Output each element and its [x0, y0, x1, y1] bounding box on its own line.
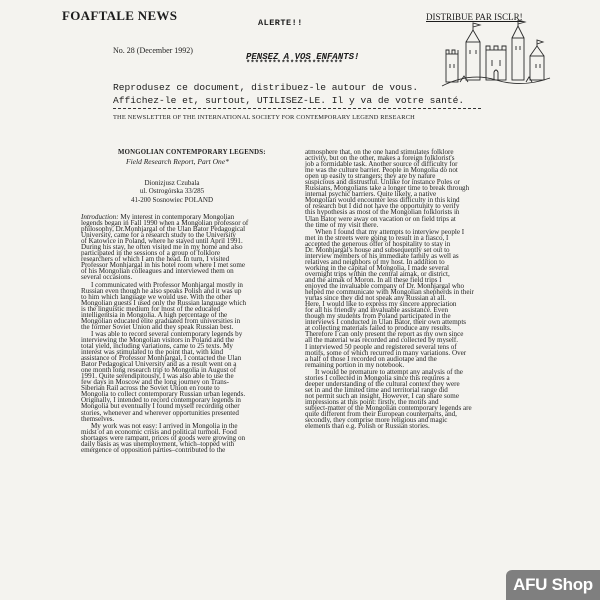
text-line: Mongolian educated elite graduated from universities in — [81, 316, 241, 325]
text-line: of research but I did not have the opportunity to verify — [305, 202, 460, 211]
text-line: Russians, Mongolians take a longer time to break through — [305, 184, 470, 193]
text-line: Mongolian guests I used only the Russian language which — [81, 298, 247, 307]
text-line: secondly, they comprise more religious and magic — [305, 416, 448, 425]
text-line: My work was not easy: I arrived in Mongolia in the — [91, 421, 238, 430]
paragraph — [81, 220, 291, 280]
text-line: yurtas since they did not speak any Russian at all. — [305, 294, 447, 303]
text-line: the time of my visit there. — [305, 220, 379, 229]
text-line: researchers of which I am the head. In turn, I visited — [81, 255, 230, 264]
text-line: this hypothesis as most of the Mongolian folklorists in — [305, 208, 460, 217]
text-line: I communicated with Professor Monhjargal mostly in — [91, 280, 243, 289]
text-line: interest was stimulated to the point that, with kind — [81, 348, 224, 357]
text-line: emergence of opposition parties–contributed to the — [81, 445, 226, 454]
pensez-heading: PENSEZ A VOS ENFANTS! — [246, 52, 360, 62]
paragraph — [81, 423, 291, 453]
author-city: 41-200 Sosnowiec POLAND — [130, 195, 214, 204]
text-line: a half of those I recorded on audiotape and the — [305, 354, 437, 363]
text-line: and the aimak of Moron. In all these field trips I — [305, 275, 442, 284]
text-line: accepted the generous offer of hospitality to stay in — [305, 239, 451, 248]
issue-number: No. 28 (December 1992) — [113, 46, 193, 55]
text-line: subject-matter of the Mongolian contemporary legends are — [305, 403, 472, 412]
text-line: Mongolia to collect contemporary Russian urban legends. — [81, 390, 246, 399]
paragraph — [305, 149, 516, 228]
intro-first-text: My interest in contemporary Mongolian — [118, 213, 235, 221]
author-street: ul. Ostrogórska 33/285 — [139, 187, 205, 196]
text-line: not permit such an insight. However, I can share some — [305, 391, 459, 400]
text-line: met in the streets were going to result in a fiasco, I — [305, 233, 449, 242]
text-line: Professor Monhjargal in his hotel room where I met some — [81, 261, 245, 270]
dashed-divider — [113, 108, 481, 109]
reproduce-line-1: Reprodusez ce document, distribuez-le autour de vous. — [113, 82, 419, 93]
text-line: working in the capital of Mongolia, I made several — [305, 263, 449, 272]
text-line: me was the culture barrier. People in Mongolia do not — [305, 166, 458, 175]
text-line: the former Soviet Union and they speak Russian best. — [81, 322, 234, 331]
text-line: deeper understanding of the cultural context they were — [305, 379, 460, 388]
text-line: job a formidable task. Another source of difficulty for — [305, 160, 458, 169]
text-line: Bator Pedagogical University and as a result went on a — [81, 360, 237, 369]
text-line: Russian even though he also speaks Polish and it was up — [81, 286, 242, 295]
distribute-notice: DISTRIBUE PAR ISCLR! — [426, 12, 523, 22]
left-paragraphs — [81, 220, 291, 453]
text-line: atmosphere that, on the one hand stimulates folklore — [305, 148, 454, 156]
text-line: midst of an economic crisis and political turmoil. Food — [81, 427, 237, 436]
text-line: 1991. Quite serendipitously, I was also able to use the — [81, 372, 234, 381]
text-line: relatives and neighbors of my host. In addition to — [305, 257, 445, 266]
text-line: Here, I would like to express my sincere appreciation — [305, 300, 457, 309]
text-line: I interviewed 50 people and registered several tens of — [305, 342, 457, 351]
text-line: interviewing the Mongolian visitors in Poland and the — [81, 335, 235, 344]
text-line: overnight trips within the central aimak, or district, — [305, 269, 450, 278]
text-line: Dr. Monhjargal's house and subsequently set out to — [305, 245, 450, 254]
text-line: internal psychic barriers. Quite likely, a native — [305, 190, 437, 199]
text-line: participated in the sessions of a group of folklore — [81, 249, 221, 258]
text-line: suspicious and distrustful. Unlike for instance Poles or — [305, 178, 460, 187]
text-line: elements than e.g. Polish or Russian stories. — [305, 422, 430, 431]
paragraph — [305, 369, 516, 429]
text-line: at collecting materials failed to produce any results. — [305, 324, 452, 333]
text-line: interview members of his immediate family as well as — [305, 251, 459, 260]
text-line: few days in Moscow and the long journey on Trans- — [81, 378, 229, 387]
text-line: impressions at this point: firstly, the motifs and — [305, 397, 439, 406]
text-line: shortages were rampant, prices of goods were growing on — [81, 433, 246, 442]
text-line: stories I collected in Mongolia since this requires a — [305, 373, 450, 382]
right-paragraphs — [305, 149, 516, 429]
intro-lead: Introduction: — [81, 213, 119, 221]
text-line: During his stay, he often visited me in my home and also — [81, 243, 243, 252]
text-line: activity, but on the other, makes a foreign folklorist's — [305, 154, 455, 163]
text-line: Mongolian would encounter less difficulty in this kind — [305, 196, 460, 205]
paragraph — [305, 229, 516, 368]
author-block — [117, 179, 227, 204]
text-line: stories, whenever and wherever opportunities presented — [81, 408, 239, 417]
text-line: I was able to record several contemporary legends by — [91, 329, 243, 338]
text-line: quite different from their European counterparts, and, — [305, 410, 457, 419]
reproduce-line-2: Affichez-le et, surtout, UTILISEZ-LE. Il y va de votre santé. — [113, 95, 465, 106]
text-line: Originally, I intended to record contemporary legends in — [81, 396, 241, 405]
text-line: Therefore I can only present the report as my own since — [305, 330, 464, 339]
castle-drawing-icon — [440, 20, 552, 92]
text-line: of his Mongolian colleagues and interviewed them on — [81, 267, 234, 276]
text-line: University, came for a research study to the University — [81, 231, 236, 240]
text-line: all the material was recorded and collected by myself. — [305, 336, 459, 345]
article-title: MONGOLIAN CONTEMPORARY LEGENDS: — [118, 149, 266, 156]
star-rule: ********************** — [246, 60, 343, 68]
author-name: Dionizjusz Czubala — [144, 179, 200, 187]
text-line: assistance of Professor Monhjargal, I contacted the Ulan — [81, 354, 242, 363]
text-line: to him which language we would use. With the other — [81, 292, 231, 301]
text-line: daily basis as was unemployment, which–topped with — [81, 439, 235, 448]
text-line: set in and the limited time and territorial range did — [305, 385, 448, 394]
text-line: helped me communicate with Mongolian shepherds in their — [305, 288, 474, 297]
text-line: one month long research trip to Mongolia in August of — [81, 366, 237, 375]
text-line: Siberian Rail across the Soviet Union en route to — [81, 384, 220, 393]
shop-watermark: AFU Shop — [506, 570, 600, 600]
text-line: though my students from Poland participated in the — [305, 312, 451, 321]
text-line: Mongolia but eventually I found myself recording other — [81, 402, 240, 411]
text-line: total yield, including variations, came to 25 texts. My — [81, 341, 233, 350]
left-text-column — [81, 214, 291, 454]
text-line: is the linguistic medium for most of the educated — [81, 304, 221, 313]
text-line: remaining portion in my notebook. — [305, 360, 405, 369]
text-line: It would be premature to attempt any analysis of the — [315, 367, 463, 376]
text-line: When I found that my attempts to interview people I — [315, 227, 465, 236]
text-line: legends began in Fall 1990 when a Mongolian professor of — [81, 219, 249, 228]
paragraph — [81, 282, 291, 330]
text-line: intelligentsia in Mongolia. A high percentage of the — [81, 310, 228, 319]
alert-heading: ALERTE!! — [258, 18, 303, 28]
text-line: themselves. — [81, 414, 115, 423]
text-line: motifs, some of which recurred in many variations. Over — [305, 348, 467, 357]
text-line: for all his friendly and invaluable assistance. Even — [305, 306, 449, 315]
newsletter-subtitle: THE NEWSLETTER OF THE INTERNATIONAL SOCIETY FOR CONTEMPORARY LEGEND RESEARCH — [113, 114, 415, 121]
text-line: philosophy, Dr.Monhjargal of the Ulan Bator Pedagogical — [81, 225, 246, 234]
text-line: Ulan Bator were away on vacation or on field trips at — [305, 214, 456, 223]
text-line: several occasions. — [81, 273, 133, 282]
paragraph — [81, 331, 291, 422]
text-line: open up easily to strangers; they are by nature — [305, 172, 436, 181]
article-subtitle: Field Research Report, Part One* — [126, 157, 229, 166]
newsletter-title: FOAFTALE NEWS — [62, 8, 178, 23]
text-line: enjoyed the invaluable company of Dr. Monhjargal who — [305, 282, 465, 291]
text-line: of Katowice in Poland, where he stayed until April 1991. — [81, 237, 243, 246]
text-line: interviews I conducted in Ulan Bator, their own attempts — [305, 318, 467, 327]
right-text-column — [305, 149, 516, 430]
